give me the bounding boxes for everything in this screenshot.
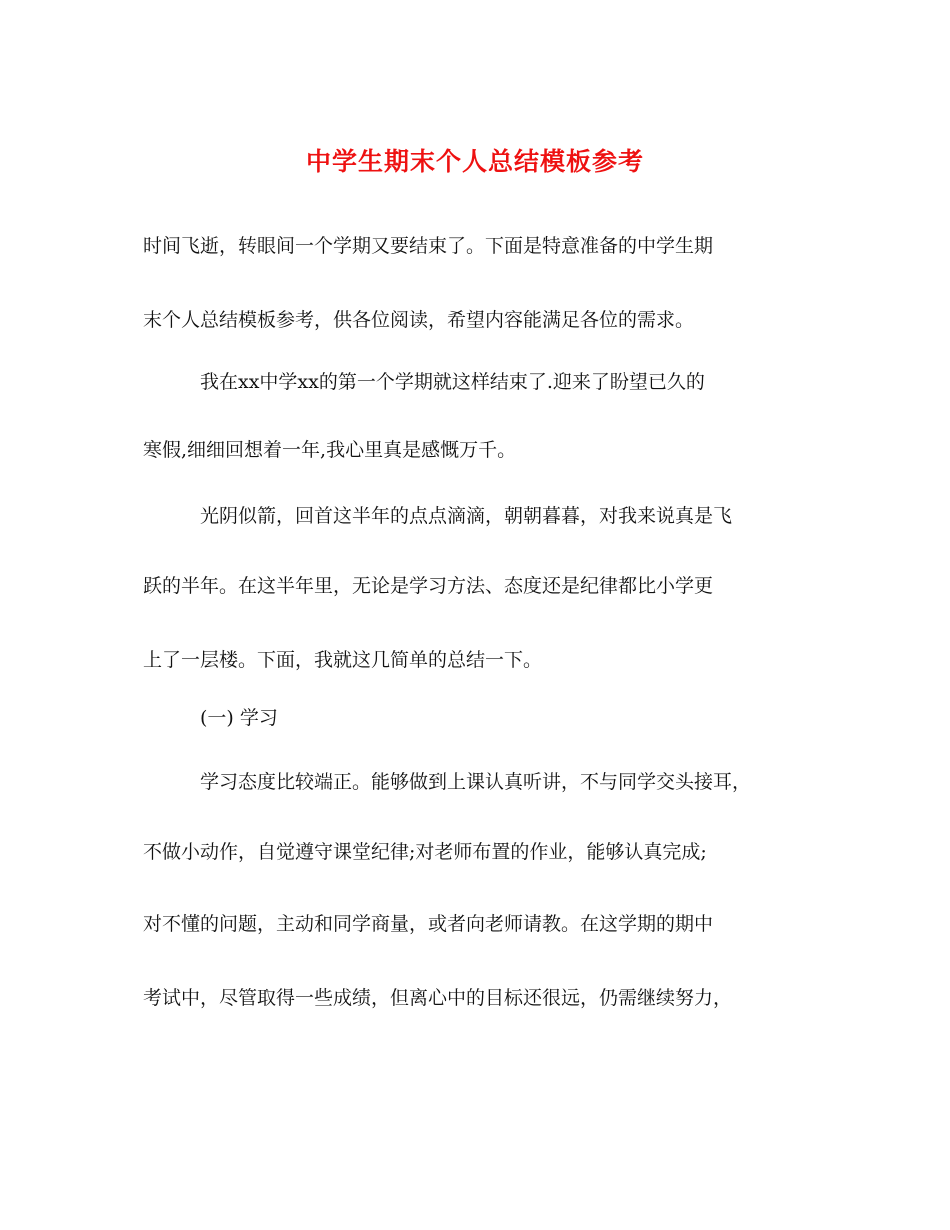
document-title: 中学生期末个人总结模板参考 [305,147,644,176]
paragraph-line: 上了一层楼。下面，我就这几简单的总结一下。 [143,649,543,671]
paragraph-line: 我在xx中学xx的第一个学期就这样结束了.迎来了盼望已久的 [200,371,705,393]
paragraph-line: 学习态度比较端正。能够做到上课认真听讲，不与同学交头接耳， [200,771,752,793]
paragraph-line: 对不懂的问题，主动和同学商量，或者向老师请教。在这学期的期中 [143,913,714,935]
paragraph-line: 跃的半年。在这半年里，无论是学习方法、态度还是纪律都比小学更 [143,575,714,597]
paragraph-line: 考试中，尽管取得一些成绩，但离心中的目标还很远，仍需继续努力， [143,987,733,1009]
paragraph-line: 末个人总结模板参考，供各位阅读，希望内容能满足各位的需求。 [143,309,695,331]
paragraph-line: 不做小动作，自觉遵守课堂纪律;对老师布置的作业，能够认真完成; [143,841,707,863]
section-heading: (一) 学习 [200,707,278,729]
paragraph-line: 时间飞逝，转眼间一个学期又要结束了。下面是特意准备的中学生期 [143,235,714,257]
paragraph-line: 光阴似箭，回首这半年的点点滴滴，朝朝暮暮，对我来说真是飞 [200,505,733,527]
paragraph-line: 寒假,细细回想着一年,我心里真是感慨万千。 [143,439,517,461]
